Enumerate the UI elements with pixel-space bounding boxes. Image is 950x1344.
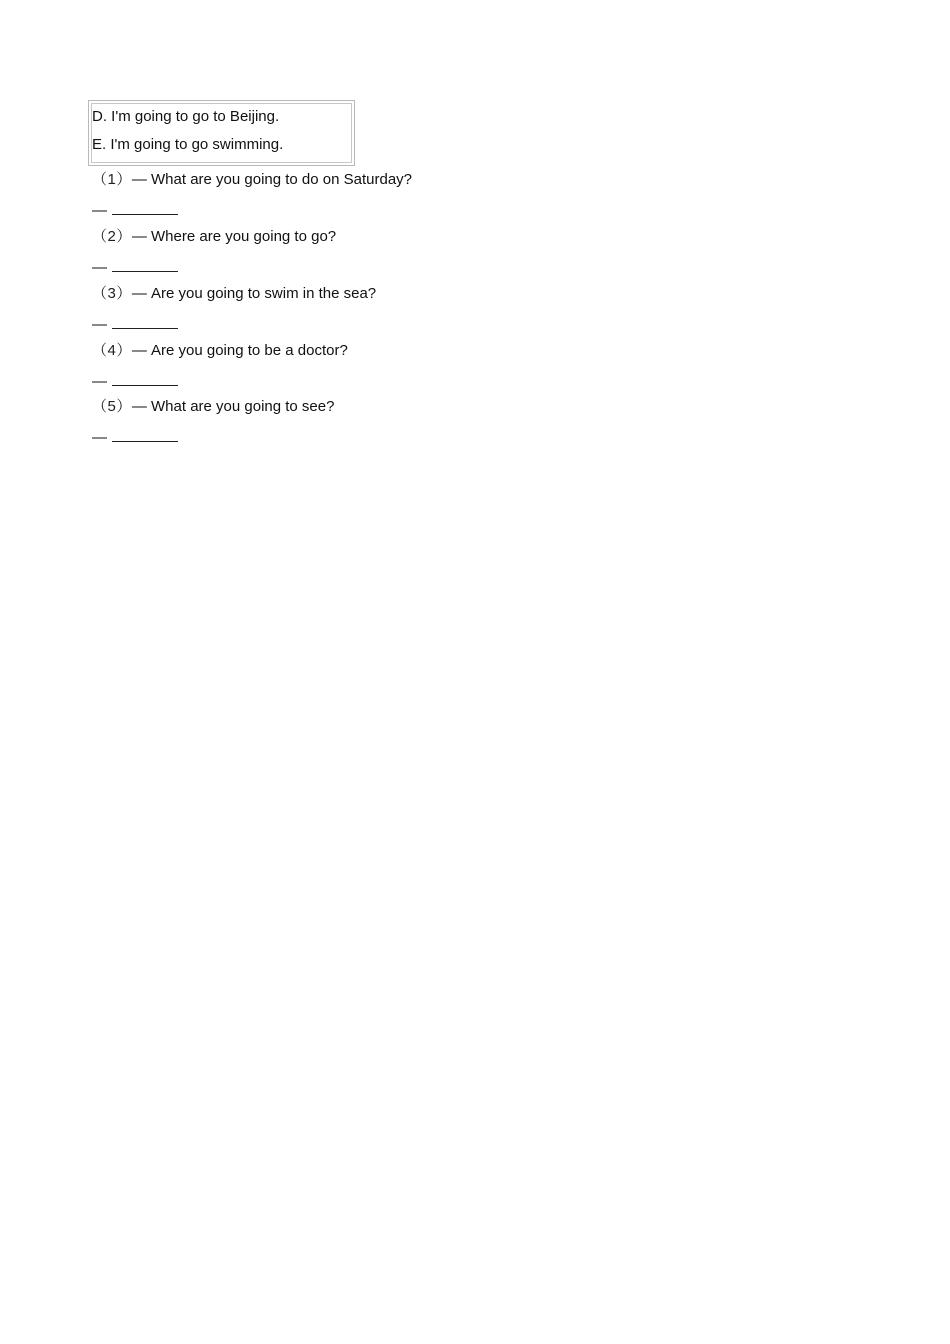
question-text: — Are you going to be a doctor? — [131, 342, 348, 359]
question-2 — [92, 228, 336, 246]
question-3 — [92, 285, 376, 303]
answer-line-5 — [92, 427, 178, 447]
answer-blank-1[interactable] — [112, 200, 178, 215]
answer-dash: — — [92, 259, 107, 276]
question-number: （2） — [92, 228, 132, 245]
question-1 — [92, 171, 412, 189]
answer-dash: — — [92, 202, 107, 219]
answer-line-1 — [92, 200, 178, 220]
question-text: — What are you going to see? — [131, 398, 335, 415]
answer-blank-5[interactable] — [112, 427, 178, 442]
answer-options-box — [88, 100, 355, 166]
question-text: — Are you going to swim in the sea? — [131, 285, 377, 302]
answer-dash: — — [92, 316, 107, 333]
answer-blank-2[interactable] — [112, 257, 178, 272]
option-e: E. I'm going to go swimming. — [92, 136, 284, 153]
question-number: （1） — [92, 171, 132, 188]
question-4 — [92, 342, 348, 360]
question-text: — Where are you going to go? — [131, 228, 337, 245]
question-text: — What are you going to do on Saturday? — [131, 171, 413, 188]
answer-blank-4[interactable] — [112, 371, 178, 386]
answer-line-3 — [92, 314, 178, 334]
answer-dash: — — [92, 429, 107, 446]
question-number: （3） — [92, 285, 132, 302]
question-number: （4） — [92, 342, 132, 359]
answer-line-4 — [92, 371, 178, 391]
answer-line-2 — [92, 257, 178, 277]
answer-blank-3[interactable] — [112, 314, 178, 329]
question-number: （5） — [92, 398, 132, 415]
answer-dash: — — [92, 373, 107, 390]
question-5 — [92, 398, 334, 416]
option-d: D. I'm going to go to Beijing. — [92, 108, 280, 125]
